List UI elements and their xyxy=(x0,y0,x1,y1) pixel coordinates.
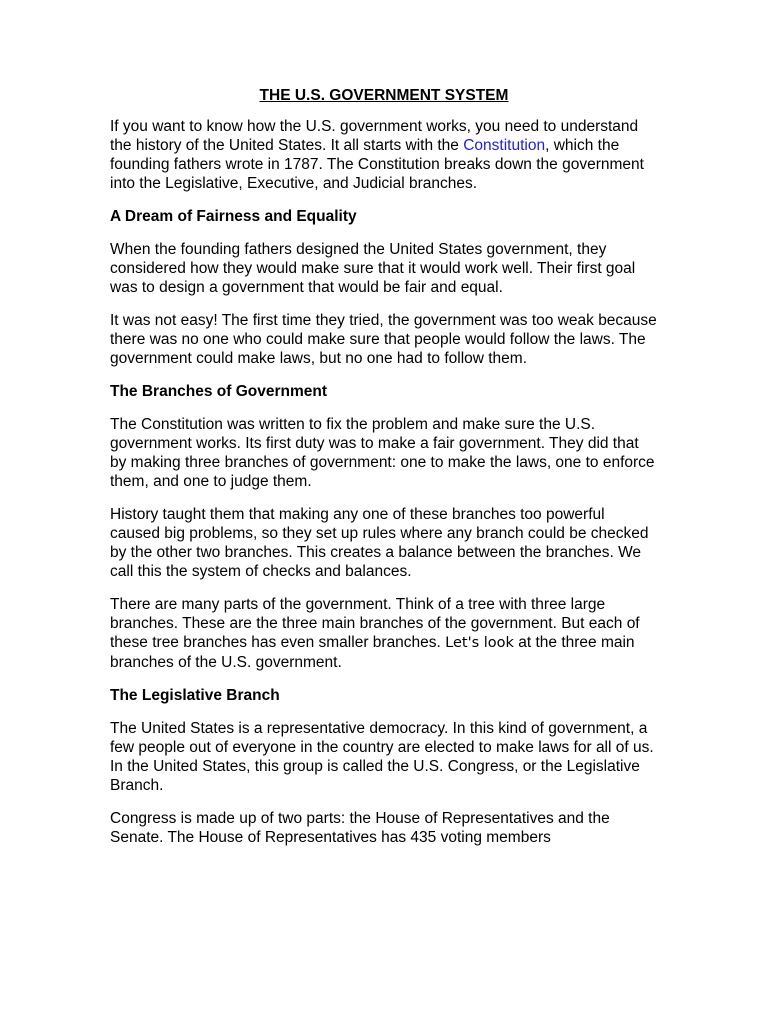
section-heading-fairness: A Dream of Fairness and Equality xyxy=(110,208,357,225)
intro-text-start: If you want to know how the U.S. government works, you need to understand the history of the United States. It all starts with the xyxy=(110,118,639,154)
paragraph-text: There are many parts of the government. Think of a tree with three large branches. These are the three main branches of the government. But each of these tree branches has even smaller branches. xyxy=(110,596,640,651)
paragraph-text: at the three main branches of the U.S. government. xyxy=(110,634,635,671)
paragraph: When the founding fathers designed the United States government, they considered how they would make sure that it would work well. Their first goal was to design a government that would be fair and equal. xyxy=(110,241,636,296)
constitution-link[interactable]: Constitution xyxy=(463,137,546,154)
paragraph: History taught them that making any one of these branches too powerful caused big problems, so they set up rules where any branch could be checked by the other two branches. This creates a balance between the branches. We call this the system of checks and balances. xyxy=(110,506,649,580)
intro-paragraph xyxy=(110,117,658,193)
paragraph: It was not easy! The first time they tried, the government was too weak because there was no one who could make sure that people would follow the laws. The government could make laws, but no one had to follow them. xyxy=(110,312,657,367)
section-heading-branches: The Branches of Government xyxy=(110,383,328,400)
paragraph xyxy=(110,595,658,672)
paragraph: The United States is a representative democracy. In this kind of government, a few people out of everyone in the country are elected to make laws for all of us. In the United States, this group is called the U.S. Congress, or the Legislative Branch. xyxy=(110,720,654,794)
document-title: THE U.S. GOVERNMENT SYSTEM xyxy=(259,87,509,104)
paragraph: Congress is made up of two parts: the House of Representatives and the Senate. The House of Representatives has 435 voting members xyxy=(110,810,610,846)
paragraph: The Constitution was written to fix the problem and make sure the U.S. government works. Its first duty was to make a fair government. They did that by making three branches of government: one to make the laws, one to enforce them, and one to judge them. xyxy=(110,416,655,490)
section-heading-legislative: The Legislative Branch xyxy=(110,687,280,704)
intro-text-end: , which the founding fathers wrote in 1787. The Constitution breaks down the government into the Legislative, Executive, and Judicial branches. xyxy=(110,137,644,192)
paragraph-text-alt-font: Let's look xyxy=(445,635,514,651)
